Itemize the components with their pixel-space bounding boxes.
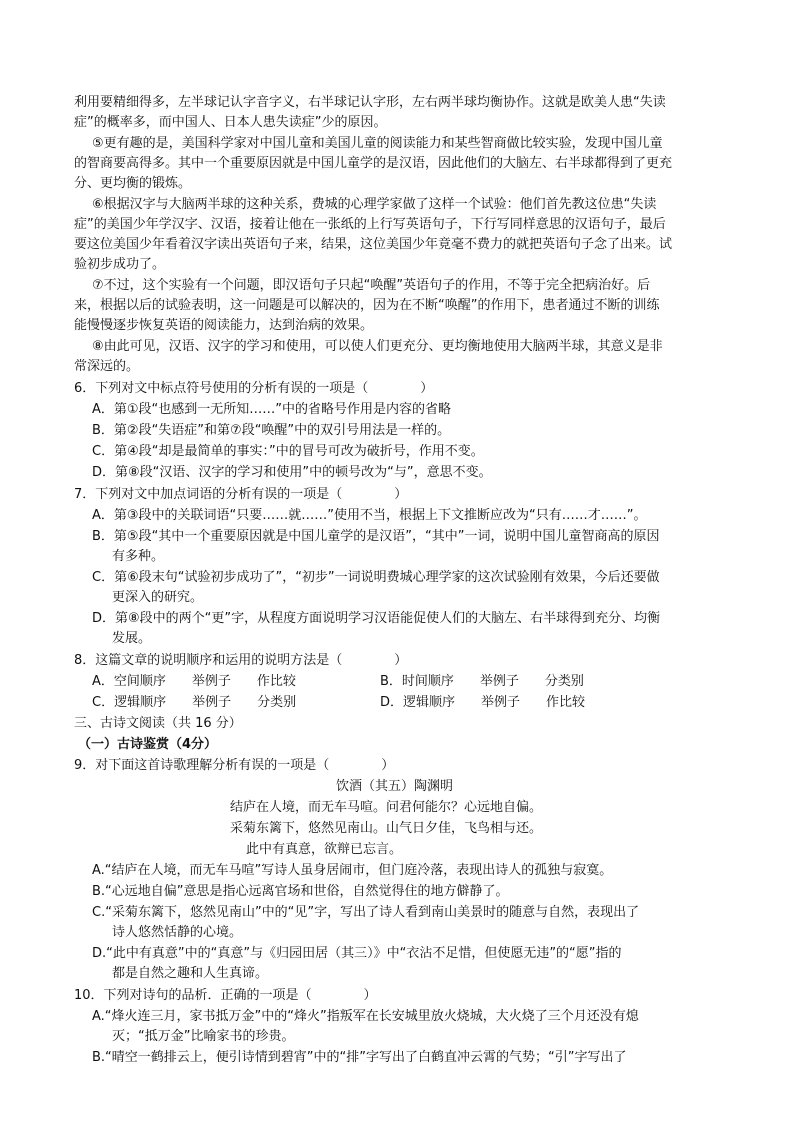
passage-line: 来，根据以后的试验表明，这一问题是可以解决的，因为在不断“唤醒”的作用下，患者通过不断的训练 [74,298,660,313]
poem-title: 饮酒（其五）陶渊明 [336,779,454,794]
question-9-option-d: D.“此中有真意”中的“真意”与《归园田居（其三）》中“衣沾不足惜，但使愿无违”的“愿”指的 [92,946,622,961]
question-7-option-a: A．第③段中的关联词语“只要……就……”使用不当，根据上下文推断应改为“只有……才……”。 [92,508,647,523]
question-6-option-a: A．第①段“也感到一无所知……”中的省略号作用是内容的省略 [92,402,452,417]
question-6-stem: 6．下列对文中标点符号使用的分析有误的一项是（ ） [74,381,434,396]
question-6-option-b: B．第②段“失语症”和第⑦段“唤醒”中的双引号用法是一样的。 [92,423,451,438]
question-9-option-c-cont: 诗人悠然恬静的心境。 [112,925,243,940]
passage-line: 的智商要高得多。其中一个重要原因就是中国儿童学的是汉语，因此他们的大脑左、右半球都得到了更充 [74,156,673,171]
question-10-stem: 10．下列对诗句的品析．正确的一项是（ ） [74,988,377,1003]
question-7-option-d: D．第⑧段中的两个“更”字，从程度方面说明学习汉语能促使人们的大脑左、右半球得到充分、均衡 [92,611,661,626]
question-8-option-d: D．逻辑顺序 举例子 作比较 [380,695,586,710]
passage-line: 能慢慢逐步恢复英语的阅读能力，达到治病的效果。 [74,318,374,333]
passage-paragraph-6: ⑥根据汉字与大脑两半球的这种关系，费城的心理学家做了这样一个试验：他们首先教这位患“失读 [92,197,657,212]
question-7-option-c-cont: 更深入的研究。 [112,590,204,605]
question-7-option-d-cont: 发展。 [112,631,152,646]
question-10-option-b: B.“晴空一鹤排云上，便引诗情到碧宵”中的“排”字写出了白鹤直冲云霄的气势；“引”字写出了 [92,1050,627,1065]
passage-paragraph-7: ⑦不过，这个实验有一个问题，即汉语句子只起“唤醒”英语句子的作用，不等于完全把病治好。后 [92,278,651,293]
question-9-option-a: A.“结庐在人境，而无车马喧”写诗人虽身居闹市，但门庭冷落，表现出诗人的孤独与寂寞。 [92,863,613,878]
question-9-option-c: C.“采菊东篱下，悠然见南山”中的“见”字，写出了诗人看到南山美景时的随意与自然，表现出了 [92,905,640,920]
question-8-option-b: B．时间顺序 举例子 分类别 [380,674,584,689]
question-8-option-c: C．逻辑顺序 举例子 分类别 [92,695,297,710]
question-9-option-b: B.“心远地自偏”意思是指心远离官场和世俗，自然觉得住的地方僻静了。 [92,884,509,899]
passage-line: 常深远的。 [74,359,140,374]
passage-paragraph-8: ⑧由此可见，汉语、汉字的学习和使用，可以使人们更充分、更均衡地使用大脑两半球，其意义是非 [92,339,663,354]
passage-line: 要这位美国少年看着汉字读出英语句子来，结果，这位美国少年竟毫不费力的就把英语句子念了出来。试 [74,237,673,252]
question-7-option-b: B．第⑤段“其中一个重要原因就是中国儿童学的是汉语”，“其中”一词，说明中国儿童智商高的原因 [92,529,660,544]
passage-line: 利用要精细得多，左半球记认字音字义，右半球记认字形，左右两半球均衡协作。这就是欧美人患“失读 [74,95,666,110]
section-3-subtitle: （一）古诗鉴赏（4分） [78,737,218,752]
poem-line: 此中有真意，欲辩已忘言。 [246,842,403,857]
question-9-stem: 9．对下面这首诗歌理解分析有误的一项是（ ） [74,758,395,773]
poem-line: 采菊东篱下，悠然见南山。山气日夕佳，飞鸟相与还。 [230,821,543,836]
section-3-title: 三、古诗文阅读（共 16 分） [74,716,242,731]
question-8-option-a: A．空间顺序 举例子 作比较 [92,674,296,689]
question-6-option-d: D．第⑧段“汉语、汉字的学习和使用”中的顿号改为“与”，意思不变。 [92,465,492,480]
question-6-option-c: C．第④段“却是最简单的事实：”中的冒号可改为破折号，作用不变。 [92,444,484,459]
poem-line: 结庐在人境，而无车马喧。问君何能尔？心远地自偏。 [230,800,543,815]
question-10-option-a-cont: 灭；“抵万金”比喻家书的珍贵。 [112,1029,295,1044]
question-8-stem: 8．这篇文章的说明顺序和运用的说明方法是（ ） [74,653,408,668]
passage-paragraph-5: ⑤更有趣的是，美国科学家对中国儿童和美国儿童的阅读能力和某些智商做比较实验，发现中国儿童 [92,136,663,151]
question-10-option-a: A.“烽火连三月，家书抵万金”中的“烽火”指叛军在长安城里放火烧城，大火烧了三个月还没有熄 [92,1009,639,1024]
passage-line: 症”的概率多，而中国人、日本人患失读症”少的原因。 [74,115,387,130]
question-9-option-d-cont: 都是自然之趣和人生真谛。 [112,966,269,981]
passage-line: 症”的美国少年学汉字、汉语，接着让他在一张纸的上行写英语句子，下行写同样意思的汉语句子，最后 [74,217,666,232]
question-7-option-b-cont: 有多种。 [112,549,165,564]
question-7-option-c: C．第⑥段末句“试验初步成功了”，“初步”一词说明费城心理学家的这次试验刚有效果，今后还要做 [92,570,660,585]
question-7-stem: 7．下列对文中加点词语的分析有误的一项是（ ） [74,487,408,502]
passage-line: 分、更均衡的锻炼。 [74,176,192,191]
passage-line: 验初步成功了。 [74,257,166,272]
